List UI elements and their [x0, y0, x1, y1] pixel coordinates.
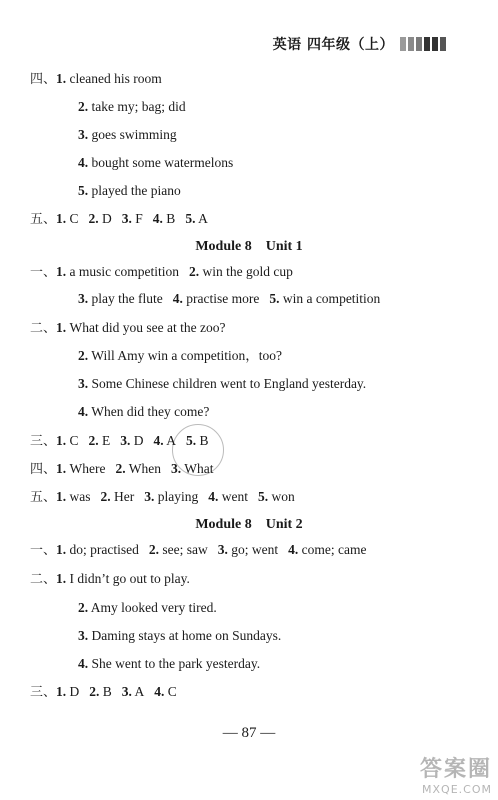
answer-text: a music competition [69, 264, 179, 279]
section-label: 一、 [30, 265, 57, 280]
item-number: 1. [56, 71, 67, 86]
watermark-logo-text: 答案圈 [419, 757, 492, 782]
watermark [420, 752, 492, 796]
answer-text: take my; bag; did [91, 99, 186, 114]
item-number: 3. [217, 542, 228, 557]
answer-text: Amy looked very tired. [90, 600, 217, 615]
item-number: 3. [120, 433, 131, 448]
item-number: 5. [269, 291, 280, 306]
item-number: 1. [56, 264, 67, 279]
header-bar [416, 37, 422, 51]
unit-heading [0, 240, 498, 254]
item-number: 1. [56, 211, 67, 226]
unit-label: Unit 1 [265, 239, 303, 254]
item-number: 5. [258, 489, 269, 504]
answer-text: C [69, 433, 79, 448]
item-number: 5. [186, 433, 197, 448]
answer-text: A [166, 433, 177, 448]
answer-text: cleaned his room [69, 71, 162, 86]
answer-text: F [135, 211, 143, 226]
answer-text: play the flute [91, 291, 163, 306]
answer-text: Will Amy win a competition，too? [91, 348, 282, 363]
unit-label: Unit 2 [265, 517, 303, 532]
header-bar [408, 37, 414, 51]
item-number: 1. [56, 489, 67, 504]
answer-text: What [184, 461, 214, 476]
header-decoration [400, 37, 446, 51]
header-bar [424, 37, 430, 51]
item-number: 5. [185, 211, 196, 226]
answer-text: When did they come? [91, 404, 210, 419]
item-number: 5. [78, 183, 89, 198]
answer-text: practise more [186, 291, 260, 306]
answer-text: I didn’t go out to play. [69, 571, 190, 586]
answer-text: win the gold cup [202, 264, 293, 279]
item-number: 2. [89, 684, 100, 699]
answer-text: B [199, 433, 209, 448]
section-label: 二、 [30, 321, 57, 336]
answer-text: see; saw [162, 542, 208, 557]
item-number: 1. [56, 320, 67, 335]
item-number: 3. [121, 211, 132, 226]
answer-text: playing [157, 489, 199, 504]
item-number: 2. [78, 348, 89, 363]
item-number: 2. [88, 211, 99, 226]
answer-text: went [221, 489, 249, 504]
unit-heading [0, 518, 498, 532]
item-number: 2. [148, 542, 159, 557]
answer-text: D [102, 211, 112, 226]
answer-text: Where [69, 461, 106, 476]
item-number: 1. [56, 542, 67, 557]
section-label: 四、 [30, 72, 57, 87]
answer-text: goes swimming [91, 127, 177, 142]
answer-text: B [166, 211, 176, 226]
answer-text: A [198, 211, 208, 226]
answer-text: played the piano [91, 183, 181, 198]
answer-text: Daming stays at home on Sundays. [91, 628, 282, 643]
header-bar [400, 37, 406, 51]
answer-text: A [134, 684, 145, 699]
module-label: Module 8 [195, 239, 252, 254]
section-label: 一、 [30, 543, 57, 558]
item-number: 3. [78, 291, 89, 306]
item-number: 2. [78, 99, 89, 114]
answer-text: C [69, 211, 79, 226]
section-label: 三、 [30, 434, 57, 449]
item-number: 2. [88, 433, 99, 448]
answer-text: E [102, 433, 111, 448]
item-number: 4. [78, 155, 89, 170]
answer-text: bought some watermelons [91, 155, 234, 170]
header-bar [432, 37, 438, 51]
item-number: 1. [56, 684, 67, 699]
section-label: 二、 [30, 572, 57, 587]
item-number: 4. [154, 684, 165, 699]
section-label: 三、 [30, 685, 57, 700]
item-number: 2. [100, 489, 111, 504]
item-number: 3. [78, 127, 89, 142]
watermark-url: MXQE.COM [422, 783, 492, 796]
answer-text: go; went [231, 542, 279, 557]
answer-text: was [69, 489, 91, 504]
item-number: 2. [115, 461, 126, 476]
answer-text: What did you see at the zoo? [69, 320, 226, 335]
section-label: 五、 [30, 490, 57, 505]
item-number: 2. [189, 264, 200, 279]
item-number: 4. [288, 542, 299, 557]
item-number: 3. [78, 376, 89, 391]
page-header [273, 34, 446, 54]
answer-text: D [69, 684, 80, 699]
item-number: 4. [172, 291, 183, 306]
answer-text: Some Chinese children went to England yesterday. [91, 376, 367, 391]
answer-text: She went to the park yesterday. [91, 656, 261, 671]
answer-text: D [133, 433, 144, 448]
item-number: 1. [56, 433, 67, 448]
answer-text: C [167, 684, 177, 699]
item-number: 3. [121, 684, 132, 699]
item-number: 4. [152, 211, 163, 226]
answer-text: won [271, 489, 295, 504]
item-number: 3. [171, 461, 182, 476]
item-number: 4. [78, 656, 89, 671]
header-bar [440, 37, 446, 51]
answer-text: win a competition [282, 291, 381, 306]
item-number: 1. [56, 461, 67, 476]
answer-text: When [128, 461, 161, 476]
section-label: 五、 [30, 212, 57, 227]
answer-text: do; practised [69, 542, 139, 557]
book-title: 英语 四年级（上） [272, 37, 394, 53]
item-number: 4. [78, 404, 89, 419]
item-number: 3. [144, 489, 155, 504]
module-label: Module 8 [195, 517, 252, 532]
item-number: 4. [153, 433, 164, 448]
item-number: 2. [78, 600, 89, 615]
answer-text: come; came [301, 542, 367, 557]
item-number: 1. [56, 571, 67, 586]
page-number: — 87 — [222, 725, 276, 741]
answer-text: B [102, 684, 112, 699]
item-number: 4. [208, 489, 219, 504]
section-label: 四、 [30, 462, 57, 477]
answer-text: Her [114, 489, 135, 504]
item-number: 3. [78, 628, 89, 643]
